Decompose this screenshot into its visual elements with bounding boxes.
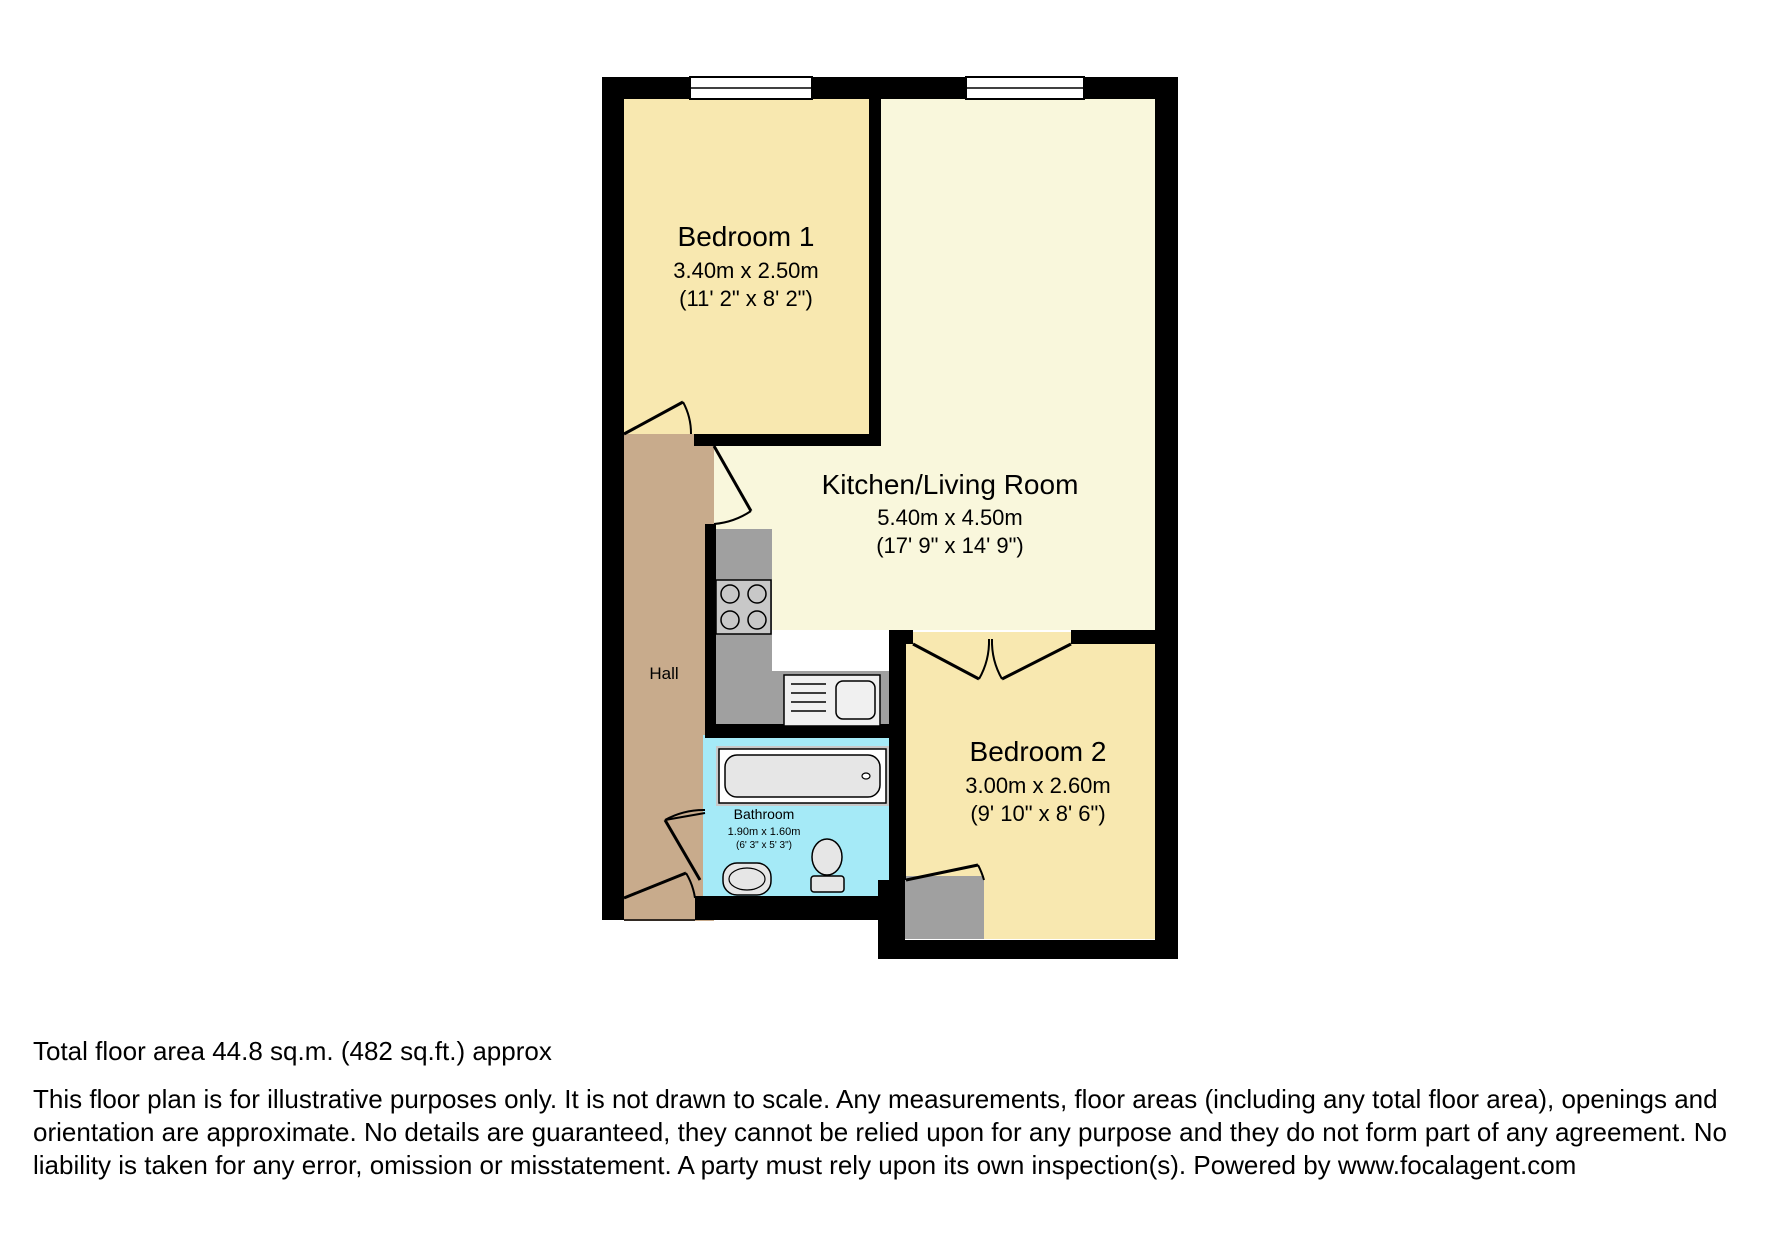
bedroom-2-size-m: 3.00m x 2.60m [965, 773, 1111, 798]
hob-icon [716, 580, 771, 634]
bedroom-2-name: Bedroom 2 [969, 736, 1107, 767]
sink-icon [784, 675, 880, 726]
window-bedroom-1 [690, 77, 812, 99]
hall-name: Hall [649, 664, 679, 683]
kitchen-living-room-name: Kitchen/Living Room [821, 469, 1079, 500]
window-kitchen-living [966, 77, 1084, 99]
bathroom-size-ft: (6' 3" x 5' 3") [736, 840, 792, 851]
total-floor-area: Total floor area 44.8 sq.m. (482 sq.ft.) approx [33, 1036, 552, 1066]
bedroom-1-size-ft: (11' 2" x 8' 2") [679, 286, 813, 311]
bath-icon [716, 746, 889, 806]
bedroom-1-size-m: 3.40m x 2.50m [673, 258, 819, 283]
washbasin-icon [723, 863, 771, 895]
bedroom-2-cupboard [899, 876, 984, 939]
bedroom-1-name: Bedroom 1 [677, 221, 815, 252]
kitchen-living-room-size-ft: (17' 9" x 14' 9") [876, 533, 1024, 558]
kitchen-living-room-size-m: 5.40m x 4.50m [877, 505, 1023, 530]
bathroom-name: Bathroom [733, 806, 795, 822]
toilet-icon [811, 839, 844, 892]
bathroom-size-m: 1.90m x 1.60m [727, 826, 801, 838]
disclaimer: This floor plan is for illustrative purposes only. It is not drawn to scale. Any measurements, floor areas (including any total floor area), openings and orientation are approximate. No details are guaranteed, they cannot be relied upon for any purpose and they do not form part of any agreement. No liability is taken for any error, omission or misstatement. A party must rely upon its own inspection(s). Powered by www.focalagent.com [33, 1084, 1727, 1180]
bedroom-2-size-ft: (9' 10" x 8' 6") [970, 801, 1106, 826]
